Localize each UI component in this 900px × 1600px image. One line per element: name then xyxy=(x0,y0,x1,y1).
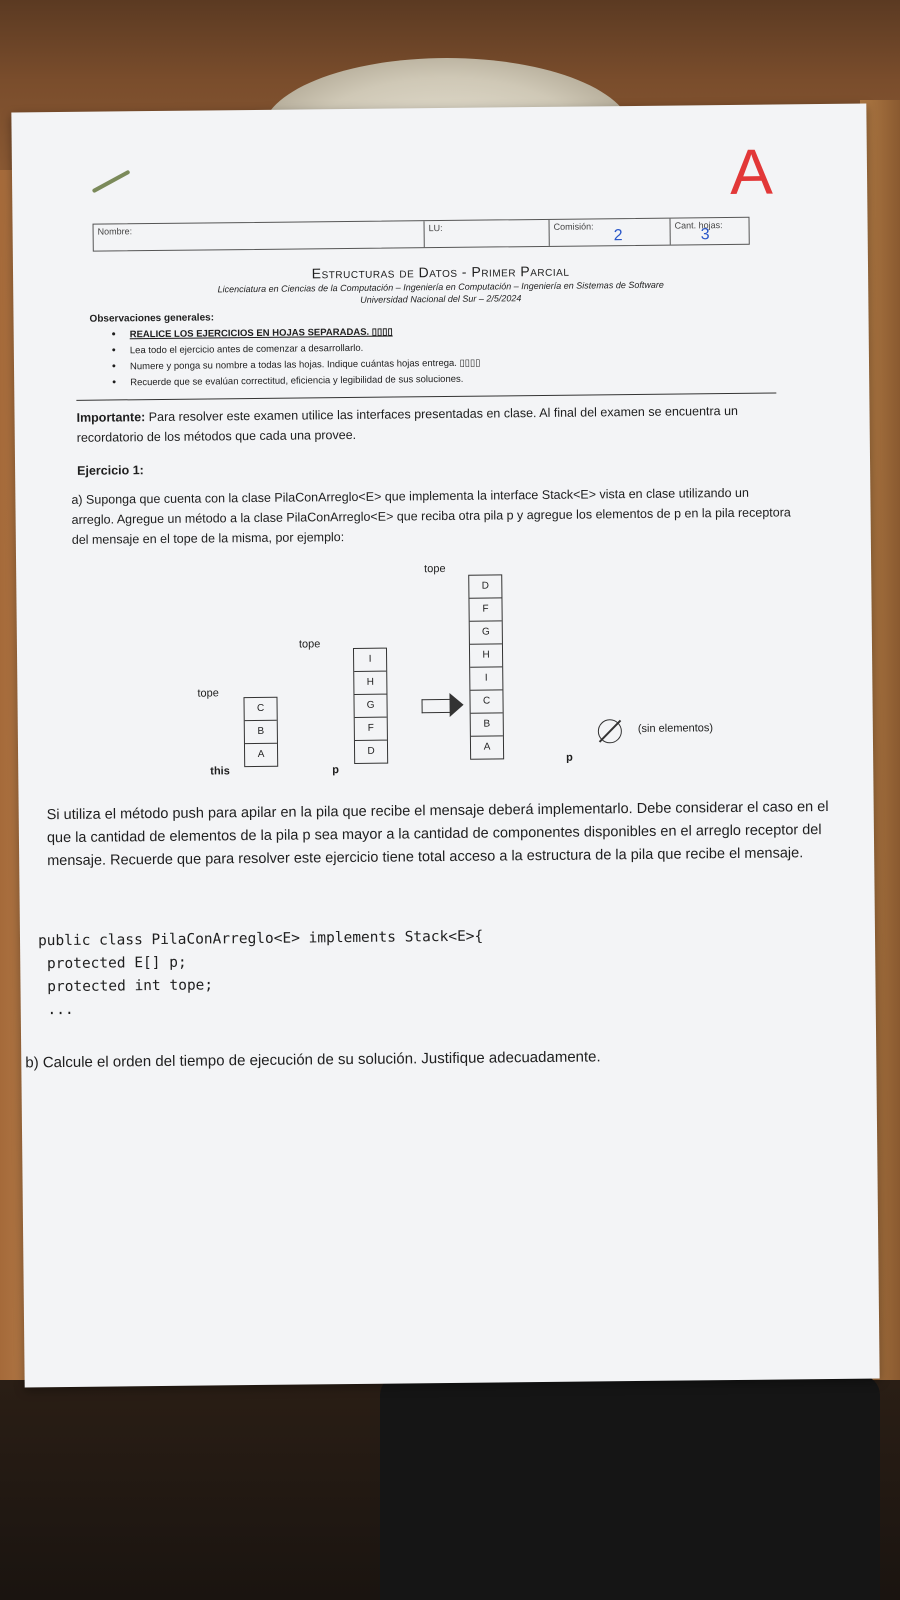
hojas-cell xyxy=(670,218,748,245)
nombre-label: Nombre: xyxy=(97,226,133,237)
p-stack xyxy=(353,648,388,764)
this-stack xyxy=(243,697,278,767)
observaciones-list xyxy=(110,326,481,394)
comision-cell xyxy=(550,219,671,246)
nombre-cell xyxy=(94,221,425,250)
stack-cell: D xyxy=(469,575,501,598)
stack-cell: D xyxy=(367,745,375,757)
exam-university: Universidad Nacional del Sur – 2/5/2024 xyxy=(360,293,522,305)
code-line: ... xyxy=(38,1001,74,1019)
important-label: Importante: xyxy=(76,410,146,425)
stack-diagram xyxy=(196,560,758,796)
code-line: protected int tope; xyxy=(38,977,214,996)
list-item: • Lea todo el ejercicio antes de comenzar a desarrollarlo. xyxy=(110,342,481,357)
lu-cell xyxy=(425,220,550,247)
important-note xyxy=(76,401,776,448)
grade-mark: A xyxy=(729,135,774,208)
empty-set-icon xyxy=(598,719,622,743)
tope-label-p: tope xyxy=(298,638,321,651)
stack-cell: C xyxy=(470,690,502,713)
hojas-label: Cant. hojas: xyxy=(674,220,723,231)
stack-cell: A xyxy=(257,748,265,760)
comision-label: Comisión: xyxy=(553,221,594,232)
ejercicio-a-text: a) Suponga que cuenta con la clase PilaConArreglo<E> que implementa la interface Stack<E> vista en clase utilizando un arreglo. Agregue un método a la clase PilaConArreglo<E> que reciba otra pila p y agregue los elementos de p en la pila receptora del mensaje en el tope de la misma, por ejemplo: xyxy=(71,485,791,547)
important-text: Para resolver este examen utilice las interfaces presentadas en clase. Al final del examen se encuentra un recordatorio de los métodos que cada una provee. xyxy=(76,403,739,445)
stack-cell: F xyxy=(355,718,387,741)
list-item: • Numere y ponga su nombre a todas las hojas. Indique cuántas hojas entrega. ▯▯▯▯ xyxy=(110,358,481,373)
comision-value: 2 xyxy=(613,227,623,245)
stack-cell: C xyxy=(244,698,276,721)
p-label-result: p xyxy=(566,751,573,764)
exam-paper xyxy=(11,104,879,1388)
stack-cell: I xyxy=(354,649,386,672)
ejercicio-instructions: Si utiliza el método push para apilar en la pila que recibe el mensaje deberá implementarlo. Debe considerar el caso en el que la cantidad de elementos de la pila p sea mayor a la cantidad de componentes disponibles en el arreglo receptor del mensaje. Recuerde que para resolver este ejercicio tiene total acceso a la estructura de la pila que recibe el mensaje. xyxy=(46,798,829,870)
header-table xyxy=(93,217,750,252)
code-block xyxy=(38,926,484,1023)
this-label: this xyxy=(210,765,230,778)
stack-cell: G xyxy=(470,621,502,644)
ejercicio-b-text: b) Calcule el orden del tiempo de ejecución de su solución. Justifique adecuadamente. xyxy=(25,1048,601,1072)
exam-subtitle: Licenciatura en Ciencias de la Computación – Ingeniería en Computación – Ingeniería en Sistemas de Software xyxy=(217,279,664,295)
chair xyxy=(380,1375,880,1600)
lu-label: LU: xyxy=(428,223,443,234)
exam-title: Estructuras de Datos - Primer Parcial xyxy=(311,262,570,282)
stack-cell: A xyxy=(483,741,491,753)
stack-cell: I xyxy=(470,667,502,690)
result-stack xyxy=(468,574,504,759)
tope-label-result: tope xyxy=(424,562,446,576)
empty-text: (sin elementos) xyxy=(637,722,714,735)
pen-mark xyxy=(92,170,131,194)
transform-arrow xyxy=(422,699,453,713)
hojas-value: 3 xyxy=(700,226,710,244)
stack-cell: G xyxy=(354,695,386,718)
observaciones-title: Observaciones generales: xyxy=(89,312,215,325)
stack-cell: F xyxy=(469,598,501,621)
ejercicio-title: Ejercicio 1: xyxy=(77,463,144,478)
stack-cell: B xyxy=(471,713,503,736)
code-line: protected E[] p; xyxy=(38,954,187,973)
tope-label-this: tope xyxy=(197,687,219,700)
p-label: p xyxy=(332,764,340,777)
code-line: public class PilaConArreglo<E> implements Stack<E>{ xyxy=(37,928,484,950)
divider xyxy=(76,393,776,401)
arrow-head xyxy=(449,693,463,717)
stack-cell: H xyxy=(354,672,386,695)
list-item: • Recuerde que se evalúan correctitud, eficiencia y legibilidad de sus soluciones. xyxy=(110,374,481,389)
stack-cell: H xyxy=(470,644,502,667)
list-item: • REALICE LOS EJERCICIOS EN HOJAS SEPARADAS. ▯▯▯▯ xyxy=(110,326,481,341)
stack-cell: B xyxy=(245,721,277,744)
